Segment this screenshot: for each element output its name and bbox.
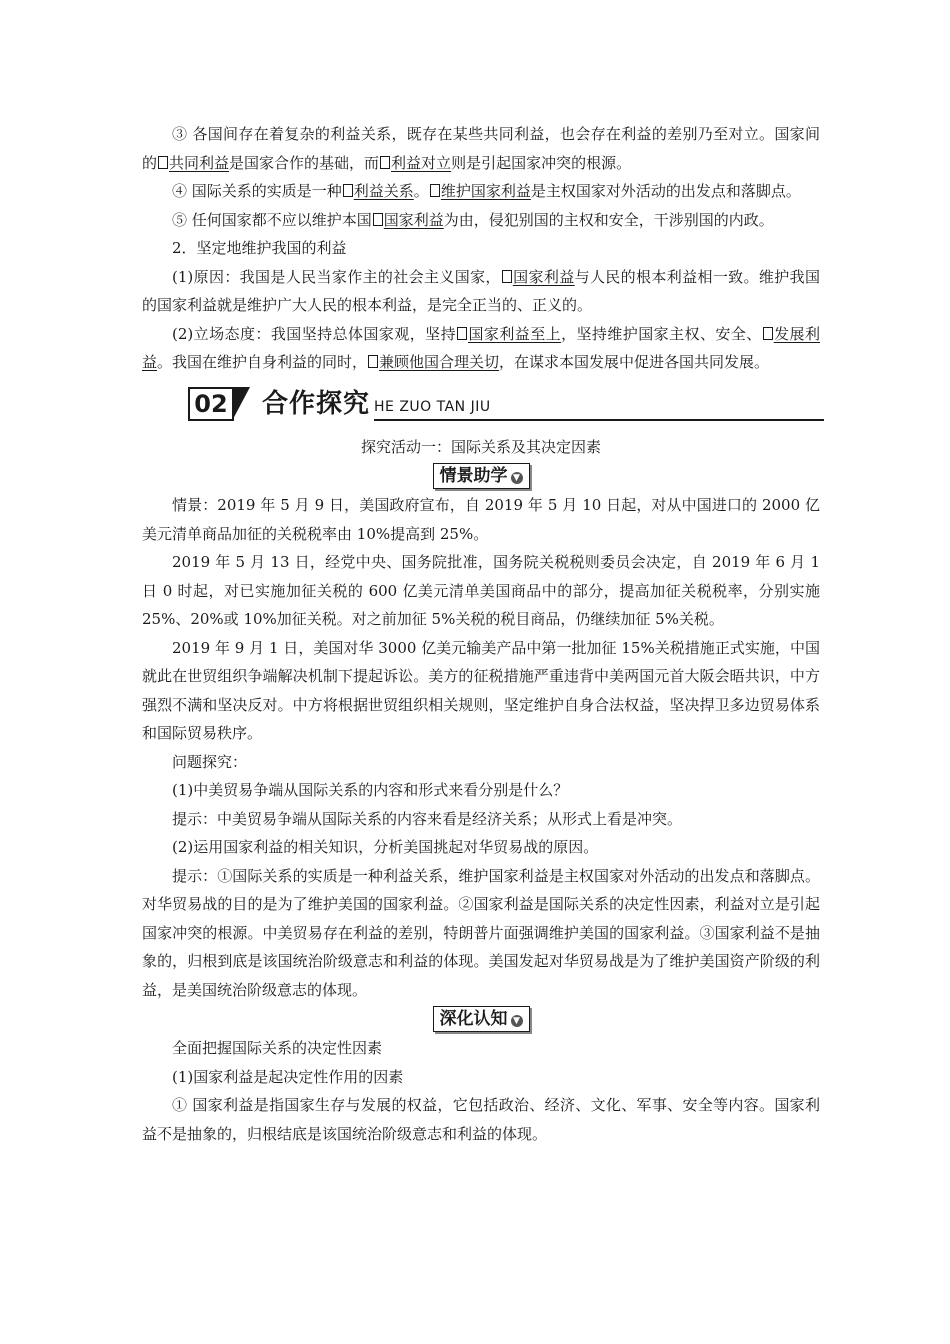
- blank-box: [457, 327, 467, 340]
- paragraph-reason: [142, 263, 820, 320]
- text: (1)原因：我国是人民当家作主的社会主义国家，: [172, 267, 501, 286]
- answer-text: 利益对立: [391, 153, 452, 172]
- text: ，坚持维护国家主权、安全、: [561, 324, 762, 343]
- section-heading: 2．坚定地维护我国的利益: [172, 239, 347, 257]
- blank-box: [343, 184, 353, 197]
- text: 是主权国家对外活动的出发点和落脚点。: [530, 182, 801, 200]
- answer-text: 发展利益: [142, 324, 820, 371]
- scenario-paragraph-1: 情景：2019 年 5 月 9 日，美国政府宣布，自 2019 年 5 月 10 日起，对从中国进口的 2000 亿美元清单商品加征的关税税率由 10%提高到 25%。: [142, 496, 820, 543]
- section-pinyin: HE ZUO TAN JIU: [374, 398, 491, 415]
- text: 为由，侵犯别国的主权和安全，干涉别国的内政。: [443, 210, 774, 229]
- blank-box: [502, 270, 512, 283]
- paragraph-3: [142, 120, 820, 177]
- scenario-paragraph-2: 2019 年 5 月 13 日，经党中央、国务院批准，国务院关税税则委员会决定，自 2019 年 6 月 1 日 0 时起，对已实施加征关税的 600 亿美元清单美国商品中的部分，提高加征关税税率，分别实施 25%、20%或 10%加征关税。对之前加征 5%关税的税目商品，仍继续加征 5%关税。: [142, 553, 820, 628]
- blank-box: [763, 327, 773, 340]
- activity-title: 探究活动一：国际关系及其决定因素: [360, 437, 601, 456]
- text: ⑤ 任何国家都不应以维护本国: [172, 210, 372, 229]
- question-2: (2)运用国家利益的相关知识，分析美国挑起对华贸易战的原因。: [172, 838, 599, 856]
- answer-text: 利益关系: [353, 182, 414, 200]
- blank-box: [430, 184, 440, 197]
- paragraph-5: [142, 206, 820, 235]
- answer-text: 国家利益至上: [468, 324, 562, 343]
- chevron-down-icon: ▼: [511, 1015, 523, 1027]
- text: 与人民的根本利益相一致。维护我国的国家利益就是维护广大人民的根本利益，是完全正当的、正义的。: [142, 267, 820, 314]
- blank-box: [373, 213, 383, 226]
- deepen-paragraph: ① 国家利益是指国家生存与发展的权益，它包括政治、经济、文化、军事、安全等内容。国家利益不是抽象的，归根结底是该国统治阶级意志和利益的体现。: [142, 1096, 820, 1143]
- question-1: (1)中美贸易争端从国际关系的内容和形式来看分别是什么？: [172, 781, 569, 799]
- text: 则是引起国家冲突的根源。: [451, 153, 632, 172]
- document-body: [142, 120, 820, 1148]
- paragraph-4: [142, 177, 820, 206]
- answer-text: 国家利益: [512, 267, 575, 286]
- answer-text: 兼顾他国合理关切: [379, 353, 500, 371]
- tag-label: 情景助学: [439, 466, 508, 486]
- banner-slant-shape: [232, 387, 250, 421]
- answer-text: 维护国家利益: [440, 182, 531, 200]
- text: (2)立场态度：我国坚持总体国家观，坚持: [172, 324, 457, 343]
- tag-row: [142, 1004, 820, 1034]
- section-number: 02: [188, 387, 234, 421]
- answer-text: 共同利益: [169, 153, 230, 172]
- section-banner: [188, 385, 824, 427]
- deepen-tag: [433, 1006, 530, 1032]
- banner-rule: [374, 419, 824, 421]
- scenario-tag: [433, 463, 530, 489]
- text: 。我国在维护自身利益的同时，: [157, 353, 368, 371]
- deepen-subheading: (1)国家利益是起决定性作用的因素: [172, 1067, 404, 1086]
- blank-box: [380, 156, 390, 169]
- question-heading: 问题探究：: [172, 752, 248, 771]
- answer-text: 国家利益: [383, 210, 444, 229]
- answer-2: 提示：①国际关系的实质是一种利益关系，维护国家利益是主权国家对外活动的出发点和落脚点。对华贸易战的目的是为了维护美国的国家利益。②国家利益是国际关系的决定性因素，利益对立是引起国家冲突的根源。中美贸易存在利益的差别，特朗普片面强调维护美国的国家利益。③国家利益不是抽象的，归根到底是该国统治阶级意志和利益的体现。美国发起对华贸易战是为了维护美国资产阶级的利益，是美国统治阶级意志的体现。: [142, 866, 820, 999]
- answer-1: 提示：中美贸易争端从国际关系的内容来看是经济关系；从形式上看是冲突。: [172, 809, 683, 828]
- blank-box: [368, 355, 378, 368]
- scenario-paragraph-3: 2019 年 9 月 1 日，美国对华 3000 亿美元输美产品中第一批加征 15%关税措施正式实施，中国就此在世贸组织争端解决机制下提起诉讼。美方的征税措施严重违背中美两国元首大阪会晤共识，中方强烈不满和坚决反对。中方将根据世贸组织相关规则，坚定维护自身合法权益，坚决捍卫多边贸易体系和国际贸易秩序。: [142, 638, 820, 742]
- text: ，在谋求本国发展中促进各国共同发展。: [499, 353, 770, 371]
- text: ④ 国际关系的实质是一种: [172, 182, 342, 200]
- text: ③ 各国间存在着复杂的利益关系，既存在某些共同利益，也会存在利益的差别乃至对立。国家间的: [142, 125, 820, 172]
- blank-box: [158, 156, 168, 169]
- tag-label: 深化认知: [439, 1009, 508, 1029]
- text: 。: [413, 182, 429, 200]
- section-title: 合作探究: [262, 388, 371, 419]
- chevron-down-icon: ▼: [511, 472, 523, 484]
- text: 是国家合作的基础，而: [229, 153, 380, 172]
- paragraph-stance: [142, 320, 820, 377]
- deepen-heading: 全面把握国际关系的决定性因素: [172, 1039, 383, 1057]
- tag-row: [142, 461, 820, 491]
